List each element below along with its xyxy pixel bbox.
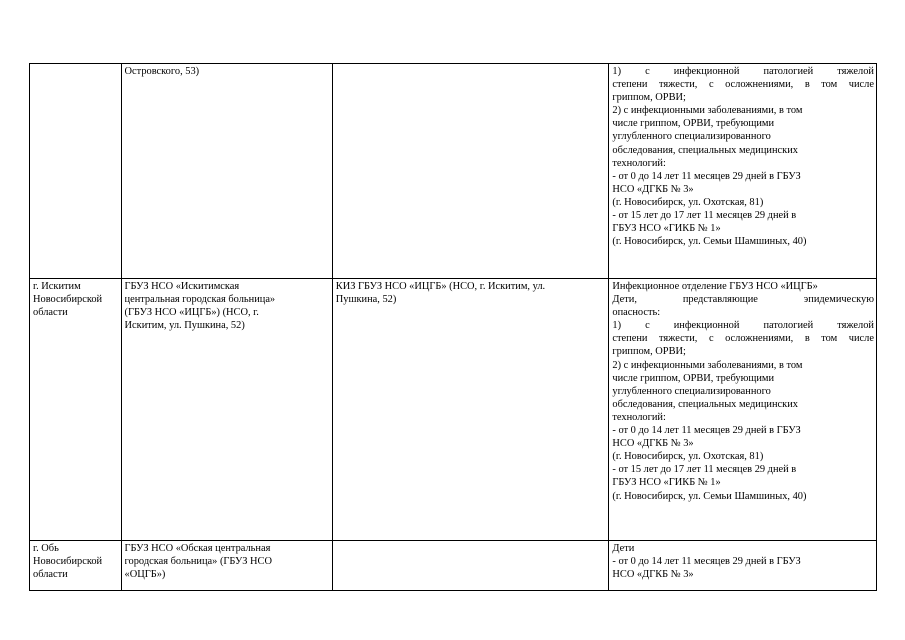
city-cell [30, 541, 122, 591]
note-line: НСО «ДГКБ № 3» [612, 183, 694, 195]
note-line: гриппом, ОРВИ; [612, 346, 686, 358]
institution-cell [121, 541, 332, 591]
note-line: 2) с инфекционными заболеваниями, в том [612, 105, 803, 117]
note-line: опасность: [612, 307, 661, 319]
institution-line: ГБУЗ НСО «Обская центральная [124, 543, 271, 554]
kiz-cell [332, 279, 609, 541]
note-line: (г. Новосибирск, ул. Охотская, 81) [612, 196, 764, 208]
city-line: Новосибирской [33, 556, 103, 568]
kiz-line: Пушкина, 52) [335, 294, 397, 306]
institution-line: «ОЦГБ») [124, 569, 166, 581]
note-line: 1) с инфекционной патологией тяжелой [612, 66, 874, 77]
note-line: гриппом, ОРВИ; [612, 92, 686, 104]
kiz-line: КИЗ ГБУЗ НСО «ИЦГБ» (НСО, г. Искитим, ул. [335, 281, 546, 292]
city-line: области [33, 307, 68, 319]
note-line: числе гриппом, ОРВИ, требующими [612, 372, 775, 384]
city-cell [30, 279, 122, 541]
note-line: числе гриппом, ОРВИ, требующими [612, 118, 775, 130]
kiz-cell [332, 541, 609, 591]
note-line: технологий: [612, 157, 666, 169]
note-line: - от 0 до 14 лет 11 месяцев 29 дней в ГБУЗ [612, 170, 801, 182]
note-line: (г. Новосибирск, ул. Охотская, 81) [612, 451, 764, 463]
city-line: Новосибирской [33, 294, 103, 306]
institution-line: городская больница» (ГБУЗ НСО [124, 556, 272, 568]
institution-line: Островского, 53) [124, 66, 200, 77]
note-line: - от 15 лет до 17 лет 11 месяцев 29 дней в [612, 464, 797, 476]
note-line: обследования, специальных медицинских [612, 144, 798, 156]
notes-cell [609, 541, 877, 591]
note-line: степени тяжести, с осложнениями, в том числе [612, 333, 874, 345]
note-line: углубленного специализированного [612, 385, 771, 397]
institution-cell [121, 64, 332, 279]
note-line: - от 0 до 14 лет 11 месяцев 29 дней в ГБУЗ [612, 425, 801, 437]
note-line: 1) с инфекционной патологией тяжелой [612, 320, 874, 332]
note-line: Дети, представляющие эпидемическую [612, 294, 874, 306]
note-line: 2) с инфекционными заболеваниями, в том [612, 359, 803, 371]
note-line: (г. Новосибирск, ул. Семьи Шамшиных, 40) [612, 236, 807, 248]
institution-line: центральная городская больница» [124, 294, 276, 306]
note-line: обследования, специальных медицинских [612, 398, 798, 410]
institution-line: (ГБУЗ НСО «ИЦГБ») (НСО, г. [124, 307, 259, 319]
table-body [30, 64, 877, 591]
note-line: Дети [612, 543, 635, 554]
table-row [30, 64, 877, 279]
institution-cell [121, 279, 332, 541]
note-line: ГБУЗ НСО «ГИКБ № 1» [612, 477, 721, 489]
note-line: углубленного специализированного [612, 131, 771, 143]
table-row [30, 541, 877, 591]
note-line: - от 15 лет до 17 лет 11 месяцев 29 дней в [612, 210, 797, 222]
hospital-routing-table [29, 63, 877, 591]
city-line: г. Искитим [33, 281, 81, 292]
institution-line: ГБУЗ НСО «Искитимская [124, 281, 240, 292]
note-line: ГБУЗ НСО «ГИКБ № 1» [612, 223, 721, 235]
city-line: г. Обь [33, 543, 59, 554]
institution-line: Искитим, ул. Пушкина, 52) [124, 320, 245, 332]
note-line: НСО «ДГКБ № 3» [612, 438, 694, 450]
note-line: (г. Новосибирск, ул. Семьи Шамшиных, 40) [612, 490, 807, 502]
notes-cell [609, 279, 877, 541]
note-line: - от 0 до 14 лет 11 месяцев 29 дней в ГБУЗ [612, 556, 801, 568]
note-line: Инфекционное отделение ГБУЗ НСО «ИЦГБ» [612, 281, 818, 292]
note-line: степени тяжести, с осложнениями, в том числе [612, 79, 874, 91]
note-line: НСО «ДГКБ № 3» [612, 569, 694, 581]
table-row [30, 279, 877, 541]
notes-cell [609, 64, 877, 279]
city-line: области [33, 569, 68, 581]
note-line: технологий: [612, 411, 666, 423]
city-cell [30, 64, 122, 279]
kiz-cell [332, 64, 609, 279]
